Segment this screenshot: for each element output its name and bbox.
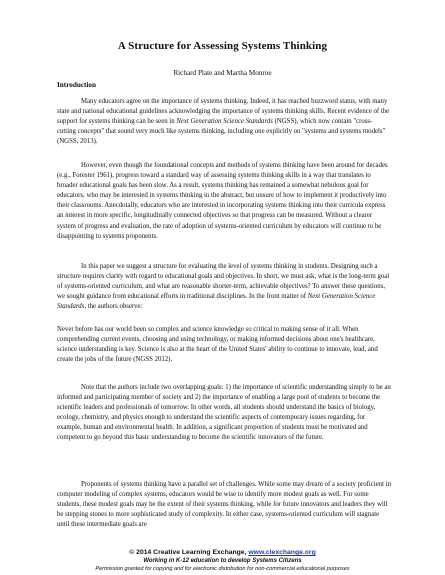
footer-copyright	[0, 549, 445, 556]
document-authors: Richard Plate and Martha Monroe	[173, 69, 272, 77]
footer-permission: Permission granted for copying and for electronic distribution for non-commercial educational purposes	[95, 566, 350, 572]
paragraph-1	[57, 97, 391, 147]
block-quote: Never before has our world been so complex and science knowledge so critical to making sense of it all. When comprehending current events, choosing and using technology, or making informed decisions about one's healthcare, science understanding is key. Science is also at the heart of the United States' ability to continue to innovate, lead, and create the jobs of the future (NGSS 2012).	[57, 326, 378, 364]
paragraph-3	[57, 262, 391, 312]
paragraph-3-text-a: In this paper we suggest a structure for evaluating the level of systems thinking in students. Designing such a structure requires clarity with regard to educational goals and objectives. In short, we must ask, what is the long-term goal of systems-oriented curriculum, and what are reasonable shorter-term, achievable objectives? To answer these questions, we sought guidance from educational efforts in traditional disciplines. In the front matter of	[57, 263, 390, 301]
paragraph-1-text-a: Many educators agree on the importance of systems thinking. Indeed, it has reached buzzword status, with many state and national educational guidelines acknowledging the importance of systems thinking skills. Recent evidence of the support for systems thinking can be seen in	[57, 98, 390, 126]
paragraph-1-emphasis: Next Generation Science Standards	[176, 118, 273, 126]
section-heading-introduction: Introduction	[57, 81, 97, 89]
paragraph-5: Note that the authors include two overlapping goals: 1) the importance of scientific understanding simply to be an informed and participating member of society and 2) the importance of enabling a large pool of students to become the scientific leaders and professionals of tomorrow. In other words, all students should understand the basics of biology, ecology, chemistry, and physics enough to understand the scientific aspects of contemporary issues regarding, for example, human and environmental health. In addition, a significant proportion of students must be motivated and competent to go beyond this basic understanding to become the scientific innovators of the future.	[57, 384, 391, 442]
footer-tagline: Working in K-12 education to develop Systems Citizens	[143, 558, 302, 564]
footer-copyright-text: © 2014 Creative Learning Exchange,	[129, 549, 249, 556]
paragraph-3-text-b: , the authors observe:	[84, 303, 143, 311]
footer-website-link[interactable]: www.clexchange.org	[248, 549, 316, 556]
paragraph-1-text-b: (NGSS), which now contain "cross-cutting concepts" that sound very much like systems thinking, including one explicitly on "systems and systems models" (NGSS, 2013).	[57, 118, 386, 146]
document-title: A Structure for Assessing Systems Thinking	[117, 40, 328, 52]
paragraph-3-emphasis: Next Generation Science Standards	[57, 293, 376, 311]
paragraph-6: Proponents of systems thinking have a parallel set of challenges. While some may dream of a society proficient in computer modeling of complex systems, educators would be wise to identify more modest goals as well. For some students, these modest goals may be the extent of their systems thinking, while for future innovators and leaders they will be stepping stones to more sophisticated study of complexity. In either case, systems-oriented curriculum will stagnate until these intermediate goals are	[57, 481, 391, 529]
paragraph-2: However, even though the foundational concepts and methods of systems thinking have been around for decades (e.g., Forester 1961), progress toward a standard way of assessing systems thinking skills in a way that translates to broader educational goals has been slow. As a result, systems thinking has remained a somewhat nebulous goal for educators, who may be interested in systems thinking in the abstract, but unsure of how to implement it productively into their classrooms. Anecdotally, educators who are interested in incorporating systems thinking into their curricula express an interest in more specific, longitudinally connected objectives so that progress can be measured. Without a clearer system of progress and evaluation, the rate of adoption of systems-oriented curriculum by educators will continue to be disappointing to systems proponents.	[57, 162, 388, 240]
